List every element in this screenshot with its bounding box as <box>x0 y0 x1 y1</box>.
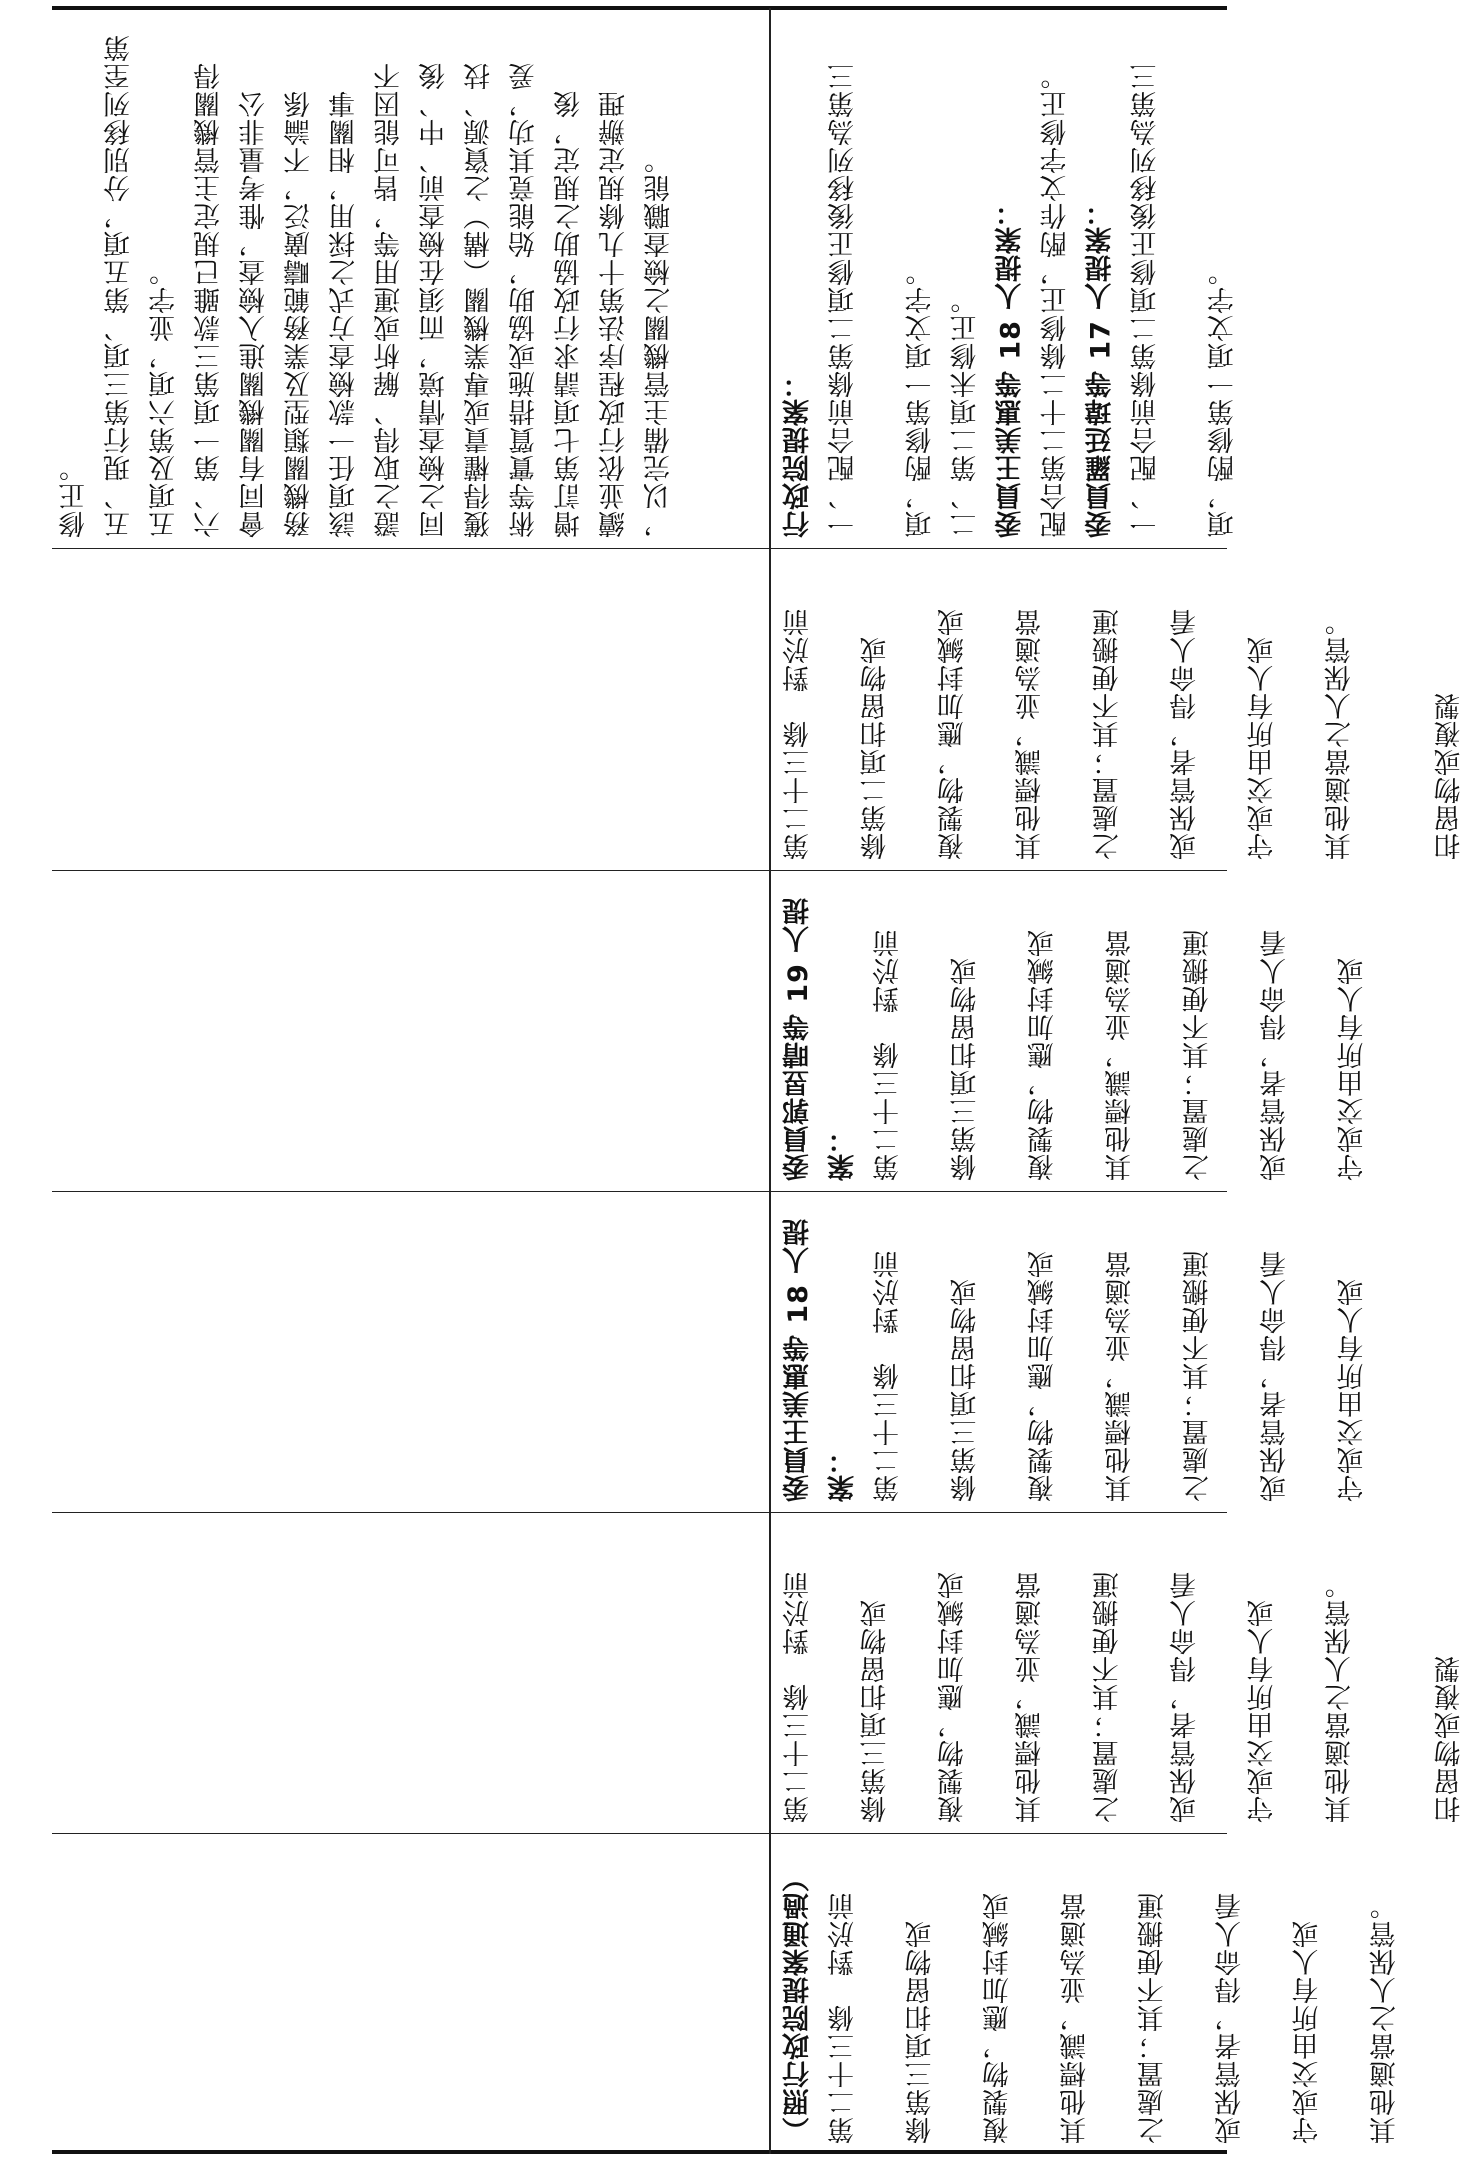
text-line: 術等實質措施或協助，始能竟其功，爰 <box>509 62 540 538</box>
text-line: 守或交由所有人或 <box>1337 1278 1369 1502</box>
text-line: 五、現行第三項、第五項，分別移列至第 <box>104 34 135 538</box>
text-line: 複製物，應加封緘或 <box>937 608 969 860</box>
bottom-rule <box>52 2150 1227 2154</box>
column-separator <box>52 1833 1227 1834</box>
text-line: （照行政院提案通過） <box>783 1864 814 2144</box>
text-line: 五項及第六項，並字。 <box>149 258 180 538</box>
explanation-article-23 <box>776 16 1239 538</box>
column-separator <box>52 1512 1227 1513</box>
text-line: 六、第一項第三款雖已規定主管機關得 <box>194 62 225 538</box>
text-line: 其他適當之人保管。 <box>1324 1571 1356 1823</box>
text-line: 一、配合前條第二項修正後移列為第三 <box>828 62 859 538</box>
text-line: 配合第二十二條修正，酌作文字修正。 <box>1040 62 1072 538</box>
text-line: 其他標識，並為適當 <box>1105 1250 1137 1502</box>
text-line: 其他標識，並為適當 <box>1015 608 1047 860</box>
text-line: 條第二項扣留物或 <box>860 636 892 860</box>
text-line: 第二十三條 對於前 <box>783 1571 814 1823</box>
text-line: ，以完備主管機關之檢查職能。 <box>644 146 675 538</box>
text-line: 複製物，應加封緘或 <box>982 1892 1014 2144</box>
text-line: 或保管者，得命人看 <box>1169 1571 1201 1823</box>
column-separator <box>52 548 1227 549</box>
proposal-executive-yuan <box>776 1523 1466 1823</box>
text-line: 其他適當之人保管。 <box>1369 1892 1401 2144</box>
text-line: 其他標識，並為適當 <box>1105 929 1137 1181</box>
top-rule <box>52 6 1227 10</box>
text-line: 增訂第七項請求行政協助之規定，後 <box>554 90 585 538</box>
text-line: 或保管者，得命人看 <box>1259 929 1291 1181</box>
text-line: 條第三項扣留物或 <box>905 1920 937 2144</box>
text-line: 條第三項扣留物或 <box>860 1599 892 1823</box>
proposal-wang <box>776 1202 1369 1502</box>
column-separator <box>52 1191 1227 1192</box>
text-line: 項，酌修第一項文字。 <box>1207 258 1239 538</box>
text-line: 第二十三條 對於前 <box>873 929 904 1181</box>
text-line: 複製物，應加封緘或 <box>937 1571 969 1823</box>
text-line: 守或交由所有人或 <box>1247 1599 1279 1823</box>
text-line: 條第三項扣留物或 <box>950 1278 982 1502</box>
text-line: 之處置；其不便搬運 <box>1182 929 1214 1181</box>
text-line: 守或交由所有人或 <box>1337 957 1369 1181</box>
text-line: 之處置；其不便搬運 <box>1182 1250 1214 1502</box>
text-line: 守或交由所有人或 <box>1247 636 1279 860</box>
proposal-kuo <box>776 881 1369 1181</box>
text-line: 務機關類型及業務範疇廣泛，不論係 <box>284 90 315 538</box>
text-line: 第二十三條 對於前 <box>783 608 814 860</box>
text-line: 扣留物或複製 <box>1434 1655 1466 1823</box>
text-line: 守或交由所有人或 <box>1292 1920 1324 2144</box>
text-line: 案： <box>828 1125 859 1181</box>
text-line: 委員王美惠等 18 人提 <box>783 1217 814 1502</box>
text-line: 第二十三條 對於前 <box>828 1892 859 2144</box>
text-line: 項，酌修第一項文字。 <box>905 258 937 538</box>
text-line: 複製物，應加封緘或 <box>1027 929 1059 1181</box>
text-line: 之處置；其不便搬運 <box>1092 1571 1124 1823</box>
text-line: 該項任一款檢查方式之採用，相關事 <box>329 90 360 538</box>
text-line: 之處置；其不便搬運 <box>1092 608 1124 860</box>
text-line: 一、配合前條第二項修正後移列為第三 <box>1130 62 1162 538</box>
text-line: 其他標識，並為適當 <box>1015 1571 1047 1823</box>
text-line: 之處置；其不便搬運 <box>1137 1892 1169 2144</box>
text-line: 或保管者，得命人看 <box>1259 1250 1291 1502</box>
text-line: 條第三項扣留物或 <box>950 957 982 1181</box>
current-law-article-23 <box>776 560 1466 860</box>
text-line: 案： <box>828 1446 859 1502</box>
text-line: 其他適當之人保管。 <box>1324 608 1356 860</box>
text-line: 會同有關機關進入檢查，惟考量非公 <box>239 90 270 538</box>
text-line: 或保管者，得命人看 <box>1214 1892 1246 2144</box>
column-separator <box>52 870 1227 871</box>
explanation-continued <box>52 16 764 538</box>
text-line: 扣留物或複製 <box>1434 692 1466 860</box>
text-line: 複製物，應加封緘或 <box>1027 1250 1059 1502</box>
text-line: 第二十三條 對於前 <box>873 1250 904 1502</box>
text-line: 二、第二項未修正。 <box>950 286 982 538</box>
text-line: 委員王美惠等 18 人提案： <box>995 197 1027 538</box>
text-line: 行政院提案： <box>783 370 814 538</box>
text-line: 其他標識，並為適當 <box>1060 1892 1092 2144</box>
text-line: 續並依行政程序法第十九條規定辦理 <box>599 90 630 538</box>
text-line: 修正。 <box>59 454 90 538</box>
text-line: 證之取得、解析或運用等，皆可能因不 <box>374 62 405 538</box>
resolution-text <box>776 1844 1401 2144</box>
text-line: 獲得權責或專業機關（構）之資源、技 <box>464 62 495 538</box>
band-divider <box>769 8 771 2154</box>
text-line: 委員羅廷瑋等 17 人提案： <box>1085 197 1117 538</box>
text-line: 或保管者，得命人看 <box>1169 608 1201 860</box>
text-line: 同之檢查情境，而須在檢查前、中、後 <box>419 62 450 538</box>
text-line: 委員郭昱晴等 19 人提 <box>783 896 814 1181</box>
